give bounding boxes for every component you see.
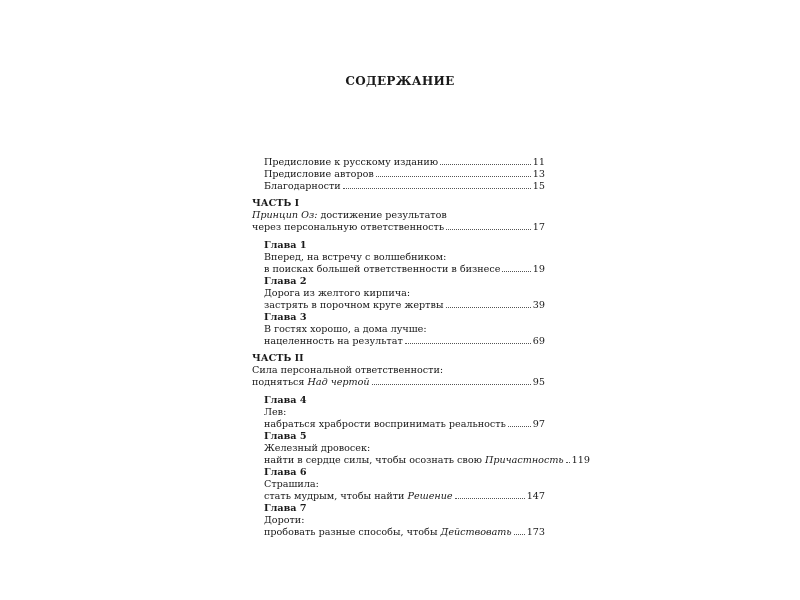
chapter-6-title-italic: Решение [407, 491, 453, 502]
leader-dots [446, 228, 531, 230]
chapter-2-title-line2 [264, 300, 545, 312]
part-2-title-line2 [252, 377, 545, 389]
chapter-4-title-line2 [264, 419, 545, 431]
leader-dots [502, 270, 530, 272]
toc-entry-text: Благодарности [264, 181, 341, 192]
chapter-6-label: Глава 6 [264, 467, 307, 478]
toc-entry-text [264, 491, 453, 503]
chapter-1-title-line2 [264, 264, 545, 276]
toc-page-number: 11 [532, 157, 545, 168]
toc-page-number: 173 [526, 527, 545, 538]
toc-entry-text: через персональную ответственность [252, 222, 445, 233]
toc-entry-preface-russian [264, 157, 545, 169]
chapter-5-title-pre: найти в сердце силы, чтобы осознать свою [264, 455, 485, 466]
toc-page-number: 95 [532, 377, 545, 388]
leader-dots [566, 461, 570, 463]
chapter-6-title-pre: стать мудрым, чтобы найти [264, 491, 408, 502]
toc-entry-text [264, 527, 512, 539]
part-2-title-line1: Сила персональной ответственности: [252, 365, 444, 376]
toc-entry-acknowledgements [264, 181, 545, 193]
leader-dots [455, 497, 525, 499]
toc-entry-text: Предисловие к русскому изданию [264, 157, 439, 168]
toc-entry-text [252, 377, 370, 389]
chapter-5-label: Глава 5 [264, 431, 307, 442]
part-1-label: ЧАСТЬ I [252, 198, 300, 209]
chapter-1-title-line1: Вперед, на встречу с волшебником: [264, 252, 447, 263]
toc-entry-text [264, 455, 564, 467]
toc-entry-text [264, 419, 506, 431]
toc-page-number: 119 [571, 455, 590, 466]
leader-dots [446, 306, 531, 308]
chapter-7-title-line1: Дороти: [264, 515, 305, 526]
chapter-5-title-italic: Причастность [485, 455, 564, 466]
toc-page-number: 19 [532, 264, 545, 275]
chapter-6-title-line2 [264, 491, 545, 503]
leader-dots [376, 175, 531, 177]
leader-dots [343, 187, 531, 189]
leader-dots [405, 342, 531, 344]
chapter-4-label: Глава 4 [264, 395, 307, 406]
chapter-3-label: Глава 3 [264, 312, 307, 323]
chapter-5-title-line2 [264, 455, 590, 467]
chapter-7-title-italic: Действовать [440, 527, 512, 538]
part-1-title-italic: Принцип Оз: [252, 210, 318, 221]
leader-dots [440, 163, 531, 165]
part-1-title-line1 [252, 210, 447, 222]
chapter-3-title-line1: В гостях хорошо, а дома лучше: [264, 324, 427, 335]
toc-page-number: 97 [532, 419, 545, 430]
part-2-title-pre: подняться [252, 377, 308, 388]
part-2-label: ЧАСТЬ II [252, 353, 304, 364]
toc-page-number: 69 [532, 336, 545, 347]
toc-entry-text: в поисках большей ответственности в бизнесе [264, 264, 501, 275]
toc-entry-text: Предисловие авторов [264, 169, 374, 180]
toc-page-number: 39 [532, 300, 545, 311]
toc-page-number: 147 [526, 491, 545, 502]
chapter-5-title-line1: Железный дровосек: [264, 443, 371, 454]
toc-page-number: 17 [532, 222, 545, 233]
chapter-4-title-pre: набраться храбрости воспринимать реальность [264, 419, 506, 430]
page-title: СОДЕРЖАНИЕ [345, 74, 455, 88]
toc-entry-text: застрять в порочном круге жертвы [264, 300, 444, 311]
toc-page-number: 13 [532, 169, 545, 180]
chapter-7-title-pre: пробовать разные способы, чтобы [264, 527, 441, 538]
chapter-1-label: Глава 1 [264, 240, 307, 251]
chapter-7-title-line2 [264, 527, 545, 539]
chapter-7-label: Глава 7 [264, 503, 307, 514]
part-1-title-rest: достижение результатов [317, 210, 447, 221]
chapter-3-title-line2 [264, 336, 545, 348]
chapter-2-title-line1: Дорога из желтого кирпича: [264, 288, 411, 299]
chapter-4-title-line1: Лев: [264, 407, 287, 418]
chapter-2-label: Глава 2 [264, 276, 307, 287]
part-1-title-line2 [252, 222, 545, 234]
leader-dots [508, 425, 531, 427]
leader-dots [514, 533, 525, 535]
toc-page-number: 15 [532, 181, 545, 192]
toc-entry-text: нацеленность на результат [264, 336, 403, 347]
toc-entry-preface-authors [264, 169, 545, 181]
chapter-6-title-line1: Страшила: [264, 479, 319, 490]
part-2-title-italic: Над чертой [307, 377, 370, 388]
leader-dots [372, 383, 531, 385]
